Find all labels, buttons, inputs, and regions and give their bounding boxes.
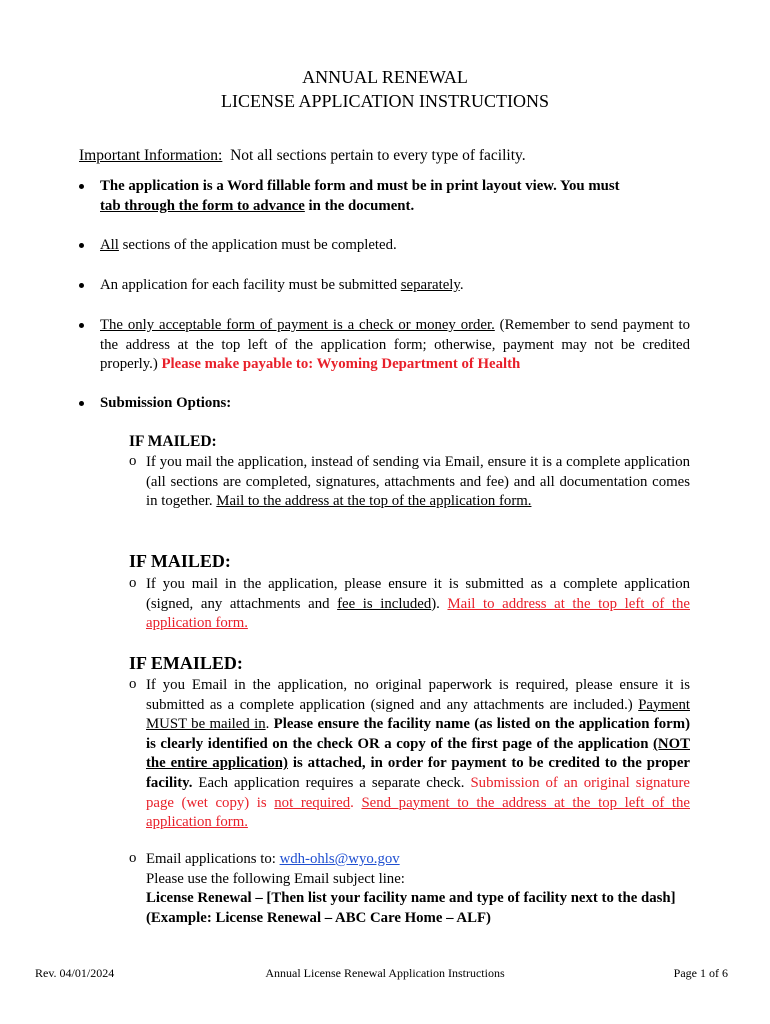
footer-revision: Rev. 04/01/2024 xyxy=(35,966,115,980)
sub-bullet: o xyxy=(129,453,137,469)
emailed-bold: Please ensure the facility name (as listed on the application form) is clearly identified on the check OR a copy of the first page of the application xyxy=(146,716,690,752)
emailed-red-sep: . xyxy=(350,794,362,811)
mailed2-body: If you mail in the application, please ensure it is submitted as a complete application (signed, any attachments and xyxy=(146,576,690,612)
if-mailed-heading: IF MAILED: xyxy=(129,551,231,571)
emailed-body: If you Email in the application, no original paperwork is required, please ensure it is submitted as a complete application (signed and any attachments are included.) xyxy=(146,677,690,713)
mailed1-text xyxy=(146,453,690,512)
important-text: Not all sections pertain to every type of facility. xyxy=(230,147,526,164)
mailed2-sep: ). xyxy=(431,595,448,612)
bullet-dot xyxy=(79,283,84,288)
bullet2-text: sections of the application must be completed. xyxy=(118,237,397,253)
mailed2-fee-underlined: fee is included xyxy=(337,595,432,612)
sub-bullet: o xyxy=(129,850,137,866)
email-subject-example: (Example: License Renewal – ABC Care Home – ALF) xyxy=(146,909,491,926)
emailed-separate-check: Each application requires a separate check. xyxy=(192,774,471,791)
important-info xyxy=(79,146,526,166)
bullet1-text: The application is a Word fillable form and must be in print layout view. You must xyxy=(100,178,620,194)
important-label: Important Information: xyxy=(79,147,223,164)
bullet-word-form xyxy=(100,177,700,216)
bullet4-underlined: The only acceptable form of payment is a check or money order. xyxy=(100,317,495,333)
mailed1-underlined: Mail to the address at the top of the application form. xyxy=(216,493,532,510)
email-subject-instruction: Please use the following Email subject line: xyxy=(146,870,405,887)
footer-title: Annual License Renewal Application Instructions xyxy=(265,966,505,980)
bullet3-underlined: separately xyxy=(400,277,460,293)
footer-page-number: Page 1 of 6 xyxy=(673,966,728,980)
emailed-red: Submission of an original signature page (wet copy) is xyxy=(146,774,690,811)
bullet-dot xyxy=(79,184,84,189)
bullet3-end: . xyxy=(459,277,464,293)
emailed-red-send-payment: Send payment to the address at the top left of the application form. xyxy=(146,794,690,831)
emailed-bold-underlined: (NOT the entire application) xyxy=(146,735,690,772)
submission-options: Submission Options: xyxy=(100,395,232,411)
bullet-dot xyxy=(79,243,84,248)
email-to-block xyxy=(146,850,746,928)
payable-to: Please make payable to: Wyoming Department of Health xyxy=(161,356,521,373)
bullet-dot xyxy=(79,401,84,406)
bullet1-underlined: tab through the form to advance xyxy=(100,197,305,214)
email-link[interactable]: wdh-ohls@wyo.gov xyxy=(279,851,400,867)
bullet2-underlined: All xyxy=(100,237,119,253)
emailed-sep: . xyxy=(265,716,274,733)
emailed-payment-underlined: Payment MUST be mailed in xyxy=(146,696,690,733)
document-title-line2: LICENSE APPLICATION INSTRUCTIONS xyxy=(220,91,550,111)
if-mailed-heading: IF MAILED: xyxy=(129,433,217,450)
bullet-separately xyxy=(100,276,464,296)
mailed1-body: If you mail the application, instead of sending via Email, ensure it is a complete application (all sections are completed, signatures, attachments and fee) and all documentation comes in together. xyxy=(146,454,690,510)
sub-bullet: o xyxy=(129,676,137,692)
email-subject-format: License Renewal – [Then list your facility name and type of facility next to the dash] xyxy=(146,890,676,907)
emailed-bold2: is attached, in order for payment to be credited to the proper facility. xyxy=(146,755,690,791)
bullet-payment xyxy=(100,316,690,375)
emailed-red-underlined: not required xyxy=(274,794,351,811)
emailed-text xyxy=(146,676,690,833)
mailed2-red-underlined: Mail to address at the top left of the application form. xyxy=(146,595,690,632)
document-title-line1: ANNUAL RENEWAL xyxy=(302,67,468,87)
bullet1-end: in the document. xyxy=(304,197,415,214)
bullet4-text: (Remember to send payment to the address at the top left of the application form; otherwise, payment may not be credited properly.) xyxy=(100,317,690,373)
bullet-dot xyxy=(79,323,84,328)
bullet3-text: An application for each facility must be submitted xyxy=(100,277,401,293)
mailed2-text xyxy=(146,575,690,634)
email-to-label: Email applications to: xyxy=(146,851,280,867)
if-emailed-heading: IF EMAILED: xyxy=(129,653,243,673)
bullet-all-sections xyxy=(100,236,397,256)
sub-bullet: o xyxy=(129,575,137,591)
